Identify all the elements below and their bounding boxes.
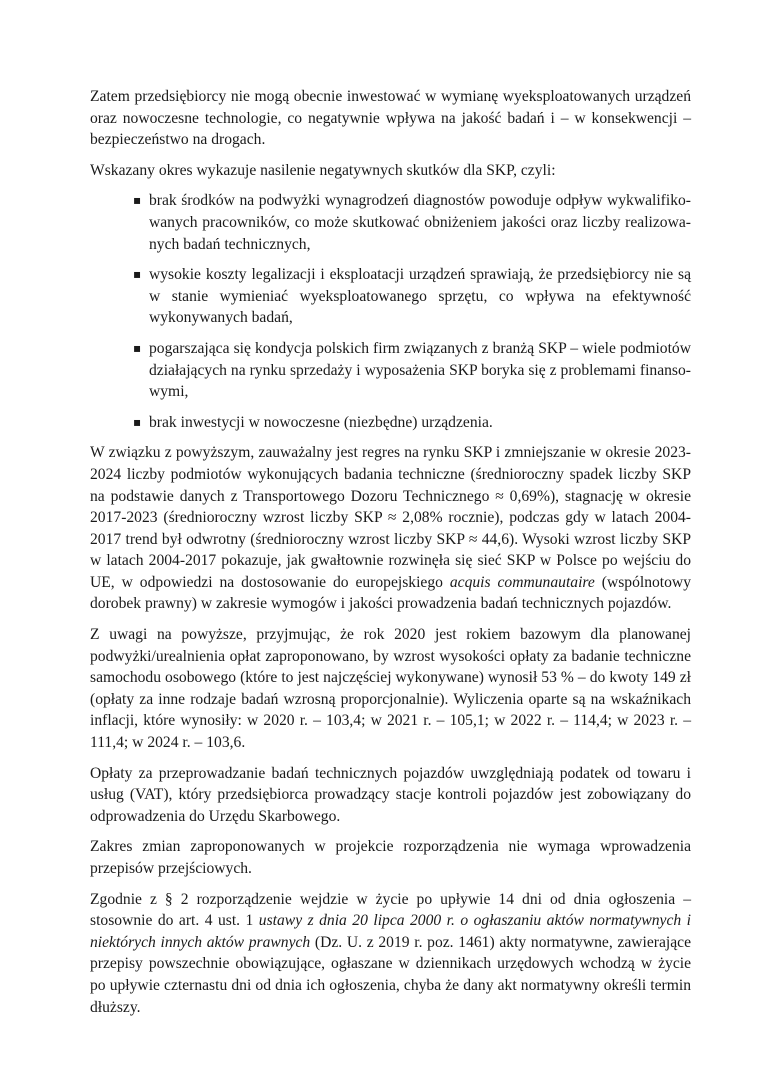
bullet-item: [90, 190, 691, 255]
text-run: (Dz. U. z 2019 r. poz. 1461) akty normatywne, zawierające przepisy powszechnie obowiązujące, ogłaszane w dziennikach urzędowych wchodzą w życie po upływie czternastu dni od dnia ich ogłoszenia, chyba że dany akt normatywny określi termin dłuższy.: [90, 933, 691, 1016]
bullet-item: [90, 338, 691, 403]
bullet-text: [149, 340, 691, 400]
text-run: Zgodnie z § 2 rozporządzenie wejdzie w życie po upływie 14 dni od dnia ogłoszenia – stosownie do art. 4 ust. 1: [90, 890, 691, 930]
bullet-square-icon: ▪: [133, 267, 142, 282]
paragraph: [90, 889, 691, 1019]
text-run: brak środków na podwyżki wynagrodzeń diagnostów powoduje odpływ wykwalifikowanych pracowników, co może skutkować obniżeniem jakości oraz liczby realizowanych badań technicznych,: [149, 192, 691, 253]
bullet-square-icon: ▪: [133, 193, 142, 208]
text-run: (wspólnotowy dorobek prawny) w zakresie wymogów i jakości prowadzenia badań technicznych pojazdów.: [90, 573, 691, 613]
text-run: Zakres zmian zaproponowanych w projekcie rozporządzenia nie wymaga wprowadzenia przepisów przejściowych.: [90, 838, 691, 877]
document-content: [90, 86, 691, 1027]
text-run: Wskazany okres wykazuje nasilenie negatywnych skutków dla SKP, czyli:: [90, 161, 556, 179]
text-run: wysokie koszty legalizacji i eksploatacji urządzeń sprawiają, że przedsiębiorcy nie są w stanie wymieniać wyeksploatowanego sprzętu, co wpływa na efektywność wykonywanych badań,: [149, 266, 691, 327]
bullet-text: [149, 414, 493, 431]
bullet-square-icon: ▪: [133, 414, 142, 429]
text-run: Zatem przedsiębiorcy nie mogą obecnie inwestować w wymianę wyeksploatowanych urządzeń oraz nowoczesne technologie, co negatywnie wpływa na jakość badań i – w konsekwencji – bezpieczeństwo na drogach.: [90, 88, 691, 149]
paragraph: [90, 86, 691, 151]
text-run: W związku z powyższym, zauważalny jest regres na rynku SKP i zmniejszanie w okresie 2023-2024 liczby podmiotów wykonujących badania techniczne (średnioroczny spadek liczby SKP na podstawie danych z Transportowego Dozoru Technicznego ≈ 0,69%), stagnację w okresie 2017-2023 (średnioroczny wzrost liczby SKP ≈ 2,08% rocznie), podczas gdy w latach 2004-2017 trend był odwrotny (średnioroczny wzrost liczby SKP ≈ 44,6). Wysoki wzrost liczby SKP w latach 2004-2017 pokazuje, jak gwałtownie rozwinęła się sieć SKP w Polsce po wejściu do UE, w odpowiedzi na dostosowanie do europejskiego: [90, 444, 691, 591]
paragraph: [90, 763, 691, 828]
bullet-item: [90, 264, 691, 329]
bullet-item: [90, 412, 691, 434]
bullet-square-icon: ▪: [133, 340, 142, 355]
paragraph: [90, 442, 691, 615]
text-run: pogarszająca się kondycja polskich firm związanych z branżą SKP – wiele podmiotów działających na rynku sprzedaży i wyposażenia SKP boryka się z problemami finansowymi,: [149, 339, 691, 401]
bullet-text: [149, 192, 691, 252]
bullet-text: [149, 266, 691, 326]
paragraph: [90, 160, 691, 182]
text-run: Opłaty za przeprowadzanie badań technicznych pojazdów uwzględniają podatek od towaru i usług (VAT), który przedsiębiorca prowadzący stacje kontroli pojazdów jest zobowiązany do odprowadzenia do Urzędu Skarbowego.: [90, 764, 691, 825]
text-run: brak inwestycji w nowoczesne (niezbędne) urządzenia.: [149, 413, 493, 431]
text-run-italic: ustawy z dnia 20 lipca 2000 r. o ogłaszaniu aktów normatywnych i niektórych innych aktów prawnych: [90, 912, 691, 951]
text-run-italic: acquis communautaire: [449, 573, 595, 591]
paragraph: [90, 836, 691, 879]
text-run: Z uwagi na powyższe, przyjmując, że rok 2020 jest rokiem bazowym dla planowanej podwyżki/urealnienia opłat zaproponowano, by wzrost wysokości opłaty za badanie techniczne samochodu osobowego (które to jest najczęściej wykonywane) wynosił 53 % – do kwoty 149 zł (opłaty za inne rodzaje badań wzrosną proporcjonalnie). Wyliczenia oparte są na wskaźnikach inflacji, które wynosiły: w 2020 r. – 103,4; w 2021 r. – 105,1; w 2022 r. – 114,4; w 2023 r. – 111,4; w 2024 r. – 103,6.: [90, 626, 691, 752]
paragraph: [90, 624, 691, 754]
